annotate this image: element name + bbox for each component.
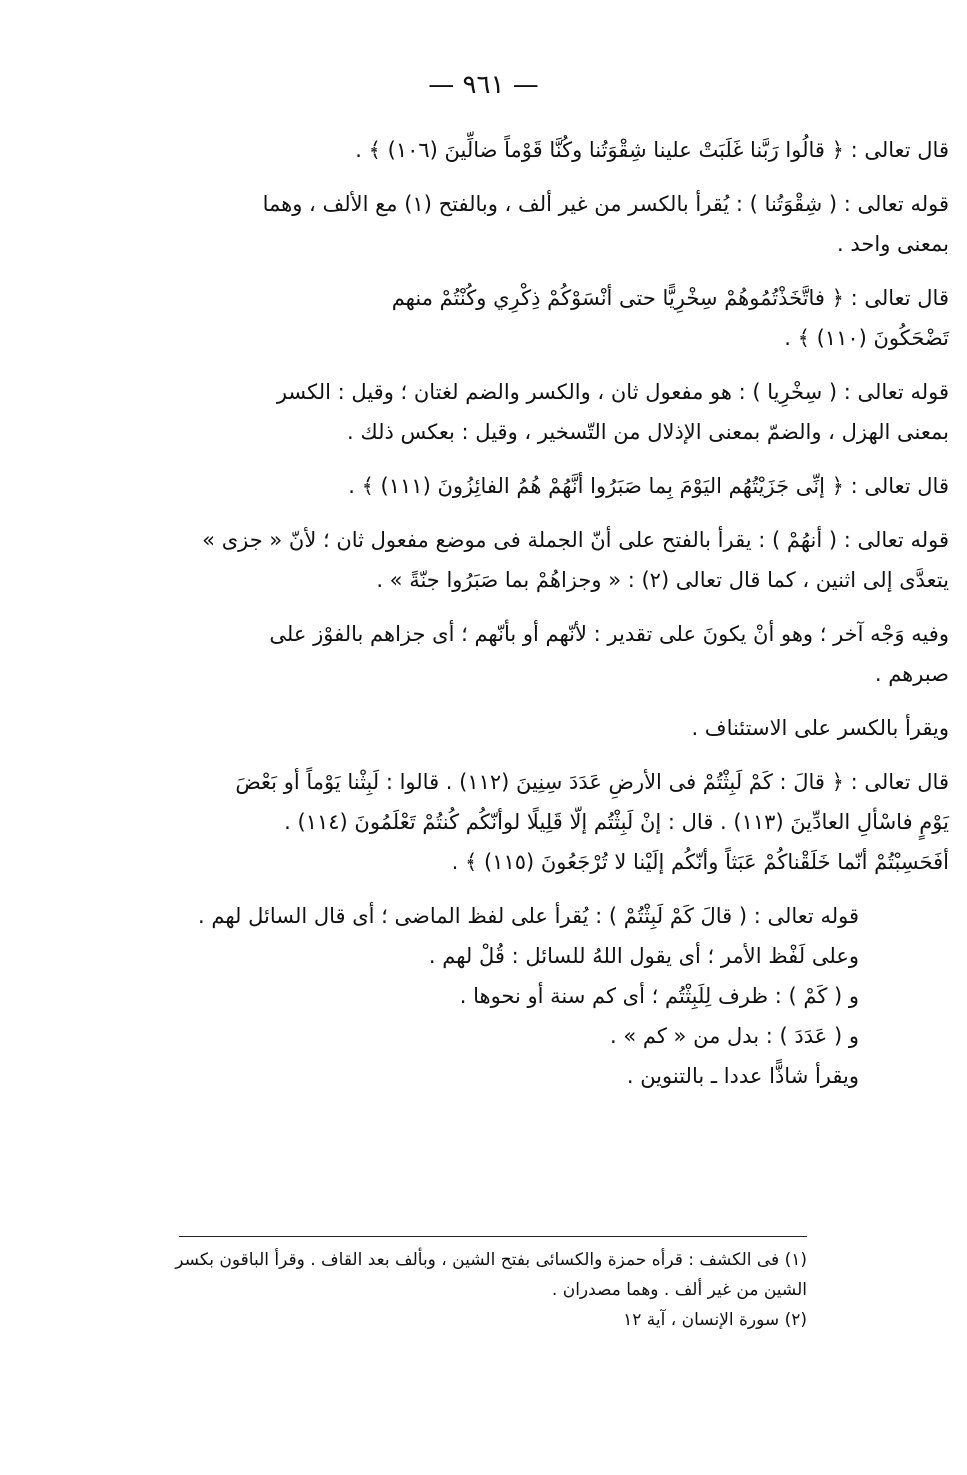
text-line: بمعنى الهزل ، والضمّ بمعنى الإذلال من التّسخير ، وقيل : بعكس ذلك .: [347, 420, 949, 444]
paragraph-10: [18, 896, 949, 1096]
paragraph-4: [18, 372, 949, 452]
text-line: و ( عَدَدَ ) : بدل من « كم » .: [610, 1024, 859, 1048]
footnotes: [18, 1245, 807, 1335]
text-line: ويقرأ بالكسر على الاستئناف .: [691, 716, 949, 740]
text-line: و ( كَمْ ) : ظرف لِلَبِثْتُم ؛ أى كم سنة أو نحوها .: [459, 984, 859, 1008]
text-line: وعلى لَفْظ الأمر ؛ أى يقول اللهُ للسائل : قُلْ لهم .: [428, 944, 859, 968]
text-line: قوله تعالى : ( شِقْوَتُنا ) : يُقرأ بالكسر من غير ألف ، وبالفتح (١) مع الألف ، وهما: [262, 192, 949, 216]
text-line: ويقرأ شاذًّا عددا ـ بالتنوين .: [626, 1064, 859, 1088]
paragraph-5: [18, 466, 949, 506]
paragraph-8: [18, 708, 949, 748]
text-line: قال تعالى : ﴿ قالُوا رَبَّنا غَلَبَتْ علينا شِقْوَتُنا وكُنَّا قَوْماً ضالِّينَ (١٠٦) ﴾ .: [355, 138, 949, 162]
paragraph-6: [18, 520, 949, 600]
paragraph-1: [18, 130, 949, 170]
text-line: قوله تعالى : ( سِخْرِيا ) : هو مفعول ثان ، والكسر والضم لغتان ؛ وقيل : الكسر: [276, 380, 949, 404]
text-line: قوله تعالى : ( قالَ كَمْ لَبِثْتُمْ ) : يُقرأ على لفظ الماضى ؛ أى قال السائل لهم .: [198, 904, 859, 928]
text-line: يتعدَّى إلى اثنين ، كما قال تعالى (٢) : « وجزاهُمْ بما صَبَرُوا جنّةً » .: [376, 568, 949, 592]
footnote-line: (١) فى الكشف : قرأه حمزة والكسائى بفتح الشين ، وبألف بعد القاف . وقرأ الباقون بكسر: [175, 1250, 807, 1270]
paragraph-3: [18, 278, 949, 358]
paragraph-2: [18, 184, 949, 264]
paragraph-9: [18, 762, 949, 882]
text-line: تَضْحَكُونَ (١١٠) ﴾ .: [784, 326, 949, 350]
main-text: [18, 130, 949, 1110]
page-number: — ٩٦١ —: [428, 70, 539, 100]
text-line: قوله تعالى : ( أنهُمْ ) : يقرأ بالفتح على أنّ الجملة فى موضع مفعول ثان ؛ لأنّ « جزى »: [202, 528, 949, 552]
text-line: أفَحَسِبْتُمْ أنّما خَلَقْناكُمْ عَبَثاً وأنّكُم إلَيْنا لا تُرْجَعُونَ (١١٥) ﴾ .: [451, 850, 949, 874]
text-line: يَوْمٍ فاسْألِ العادِّينَ (١١٣) . قال : إنْ لَبِثْتُم إلّا قَلِيلًا لوأنّكُم كُنتُمْ تَعْلَمُونَ (١١٤) .: [284, 810, 949, 834]
text-line: بمعنى واحد .: [837, 232, 949, 256]
text-line: قال تعالى : ﴿ قالَ : كَمْ لَبِثْتُمْ فى الأرضِ عَدَدَ سِنِينَ (١١٢) . قالوا : لَبِثْنا يَوْماً أو بَعْضَ: [235, 770, 949, 794]
footnote-line: (٢) سورة الإنسان ، آية ١٢: [623, 1310, 807, 1330]
text-line: صبرهم .: [874, 662, 949, 686]
text-line: قال تعالى : ﴿ فاتَّخَذْتُمُوهُمْ سِخْرِيًّا حتى أنْسَوْكُمْ ذِكْرِي وكُنْتُمْ منهم: [391, 286, 949, 310]
text-line: وفيه وَجْه آخر ؛ وهو أنْ يكونَ على تقدير : لأنّهم أو بأنّهم ؛ أى جزاهم بالفوْز على: [269, 622, 949, 646]
paragraph-7: [18, 614, 949, 694]
footnote-separator: [179, 1236, 807, 1237]
footnote-line: الشين من غير ألف . وهما مصدران .: [551, 1280, 807, 1300]
text-line: قال تعالى : ﴿ إنِّى جَزَيْتُهُم اليَوْمَ بِما صَبَرُوا أنَّهُمْ هُمُ الفائِزُونَ (١١١) ﴾ .: [348, 474, 949, 498]
